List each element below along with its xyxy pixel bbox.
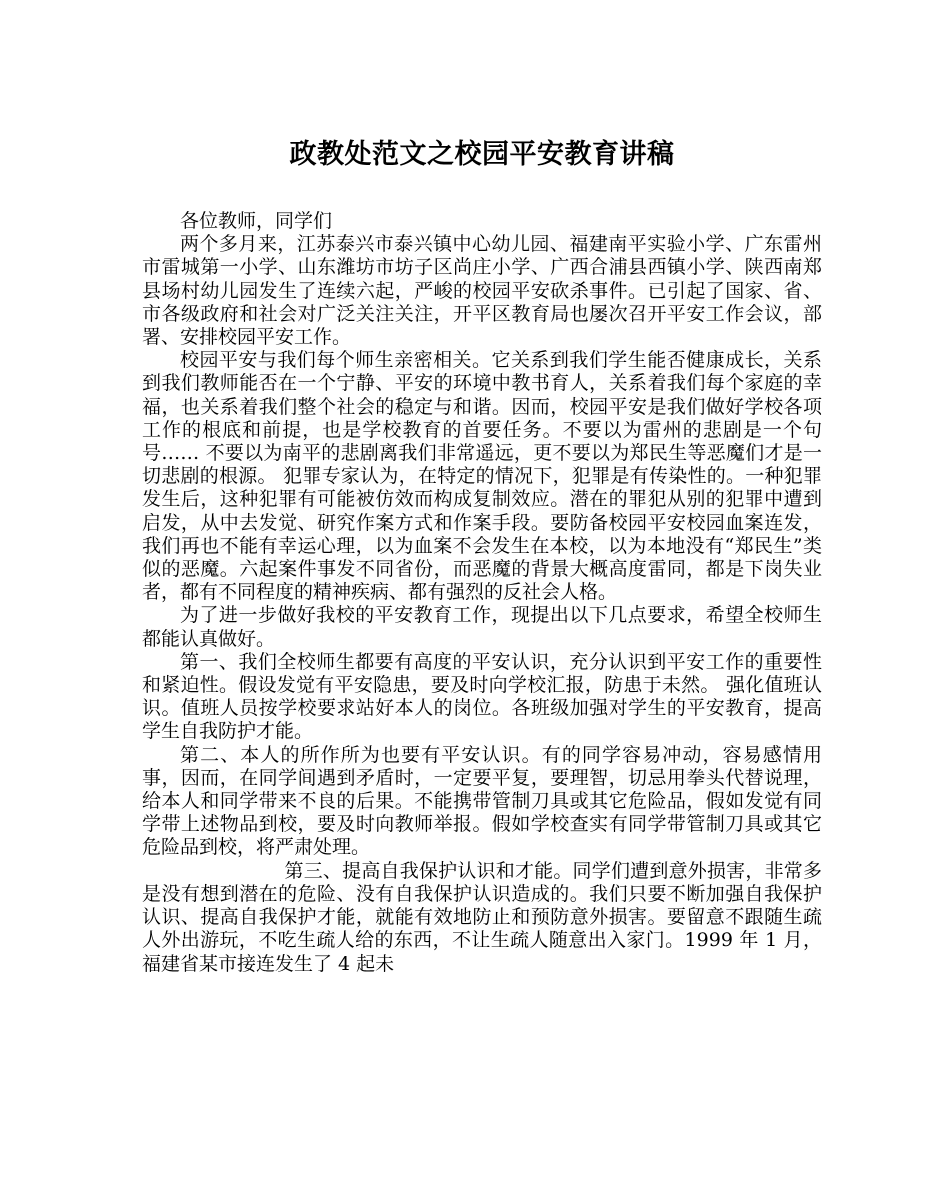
document-title: 政教处范文之校园平安教育讲稿 [289,139,675,170]
salutation-paragraph: 各位教师，同学们 [180,210,333,232]
body-paragraph: 校园平安与我们每个师生亲密相关。它关系到我们学生能否健康成长，关系到我们教师能否在一个宁静、平安的环境中教书育人，关系着我们每个家庭的幸福，也关系着我们整个社会的稳定与和谐。因而，校园平安是我们做好学校各项工作的根底和前提，也是学校教育的首要任务。不要以为雷州的悲剧是一个句号…… 不要以为南平的悲剧离我们非常遥远，更不要以为郑民生等恶魔们才是一切悲剧的根源。 犯罪专家认为，在特定的情况下，犯罪是有传染性的。一种犯罪发生后，这种犯罪有可能被仿效而构成复制效应。潜在的罪犯从别的犯罪中遭到启发，从中去发觉、研究作案方式和作案手段。要防备校园平安校园血案连发，我们再也不能有幸运心理，以为血案不会发生在本校，以为本地没有“郑民生”类似的恶魔。六起案件事发不同省份，而恶魔的背景大概高度雷同，都是下岗失业者，都有不同程度的精神疾病、都有强烈的反社会人格。 [142,349,822,604]
body-paragraph: 为了进一步做好我校的平安教育工作，现提出以下几点要求，希望全校师生都能认真做好。 [142,604,822,650]
body-paragraph: 第一、我们全校师生都要有高度的平安认识，充分认识到平安工作的重要性和紧迫性。假设发觉有平安隐患，要及时向学校汇报，防患于未然。 强化值班认识。值班人员按学校要求站好本人的岗位。各班级加强对学生的平安教育，提高学生自我防护才能。 [142,650,822,743]
body-paragraph: 第二、本人的所作所为也要有平安认识。有的同学容易冲动，容易感情用事，因而，在同学间遇到矛盾时，一定要平复，要理智，切忌用拳头代替说理，给本人和同学带来不良的后果。不能携带管制刀具或其它危险品，假如发觉有同学带上述物品到校，要及时向教师举报。假如学校查实有同学带管制刀具或其它危险品到校，将严肃处理。 [142,743,822,859]
document-page [142,0,822,976]
body-paragraph: 两个多月来，江苏泰兴市泰兴镇中心幼儿园、福建南平实验小学、广东雷州市雷城第一小学、山东潍坊市坊子区尚庄小学、广西合浦县西镇小学、陕西南郑县场村幼儿园发生了连续六起，严峻的校园平安砍杀事件。已引起了国家、省、市各级政府和社会对广泛关注关注，开平区教育局也屡次召开平安工作会议，部署、安排校园平安工作。 [142,233,822,349]
body-paragraph: 第三、提高自我保护认识和才能。同学们遭到意外损害，非常多是没有想到潜在的危险、没有自我保护认识造成的。我们只要不断加强自我保护认识、提高自我保护才能，就能有效地防止和预防意外损害。要留意不跟随生疏人外出游玩，不吃生疏人给的东西，不让生疏人随意出入家门。1999 年 1 月，福建省某市接连发生了 4 起未 [142,859,822,975]
document-body [142,210,822,976]
